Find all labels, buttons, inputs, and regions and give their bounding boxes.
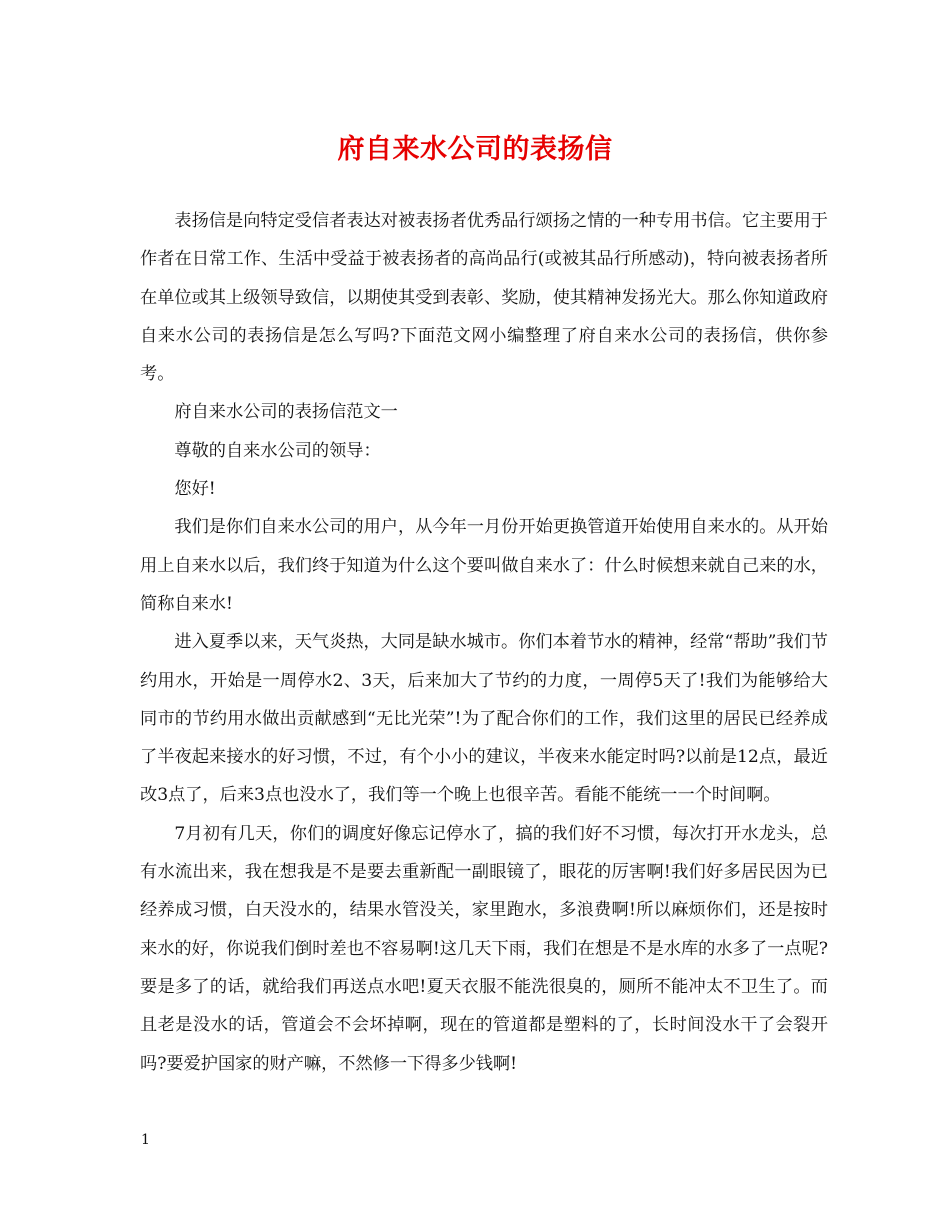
paragraph-salutation: 尊敬的自来水公司的领导： <box>174 440 381 461</box>
paragraph-intro: 表扬信是向特定受信者表达对被表扬者优秀品行颂扬之情的一种专用书信。它主要用于作者在日常工作、生活中受益于被表扬者的高尚品行(或被其品行所感动)，特向被表扬者所在单位或其上级领导致信，以期使其受到表彰、奖励，使其精神发扬光大。那么你知道政府自来水公司的表扬信是怎么写吗?下面范文网小编整理了府自来水公司的表扬信，供你参考。 <box>140 211 828 385</box>
paragraph-sample-heading: 府自来水公司的表扬信范文一 <box>174 402 398 423</box>
paragraph-body-2: 进入夏季以来，天气炎热，大同是缺水城市。你们本着节水的精神，经常“帮助”我们节约用水，开始是一周停水2、3天，后来加大了节约的力度，一周停5天了!我们为能够给大同市的节约用水做出贡献感到“无比光荣”!为了配合你们的工作，我们这里的居民已经养成了半夜起来接水的好习惯，不过，有个小小的建议，半夜来水能定时吗?以前是12点，最近改3点了，后来3点也没水了，我们等一个晚上也很辛苦。看能不能统一一个时间啊。 <box>140 632 828 806</box>
paragraph-greeting: 您好! <box>174 479 216 500</box>
paragraph-body-1: 我们是你们自来水公司的用户，从今年一月份开始更换管道开始使用自来水的。从开始用上自来水以后，我们终于知道为什么这个要叫做自来水了：什么时候想来就自己来的水，简称自来水! <box>140 517 828 614</box>
page-number: 1 <box>141 1132 150 1148</box>
document-title: 府自来水公司的表扬信 <box>337 134 613 165</box>
document-body <box>140 202 828 1083</box>
paragraph-body-3: 7月初有几天，你们的调度好像忘记停水了，搞的我们好不习惯，每次打开水龙头，总有水流出来，我在想我是不是要去重新配一副眼镜了，眼花的厉害啊!我们好多居民因为已经养成习惯，白天没水的，结果水管没关，家里跑水，多浪费啊!所以麻烦你们，还是按时来水的好，你说我们倒时差也不容易啊!这几天下雨，我们在想是不是水库的水多了一点呢?要是多了的话，就给我们再送点水吧!夏天衣服不能洗很臭的，厕所不能冲太不卫生了。而且老是没水的话，管道会不会坏掉啊，现在的管道都是塑料的了，长时间没水干了会裂开吗?要爱护国家的财产嘛，不然修一下得多少钱啊! <box>140 823 828 1074</box>
